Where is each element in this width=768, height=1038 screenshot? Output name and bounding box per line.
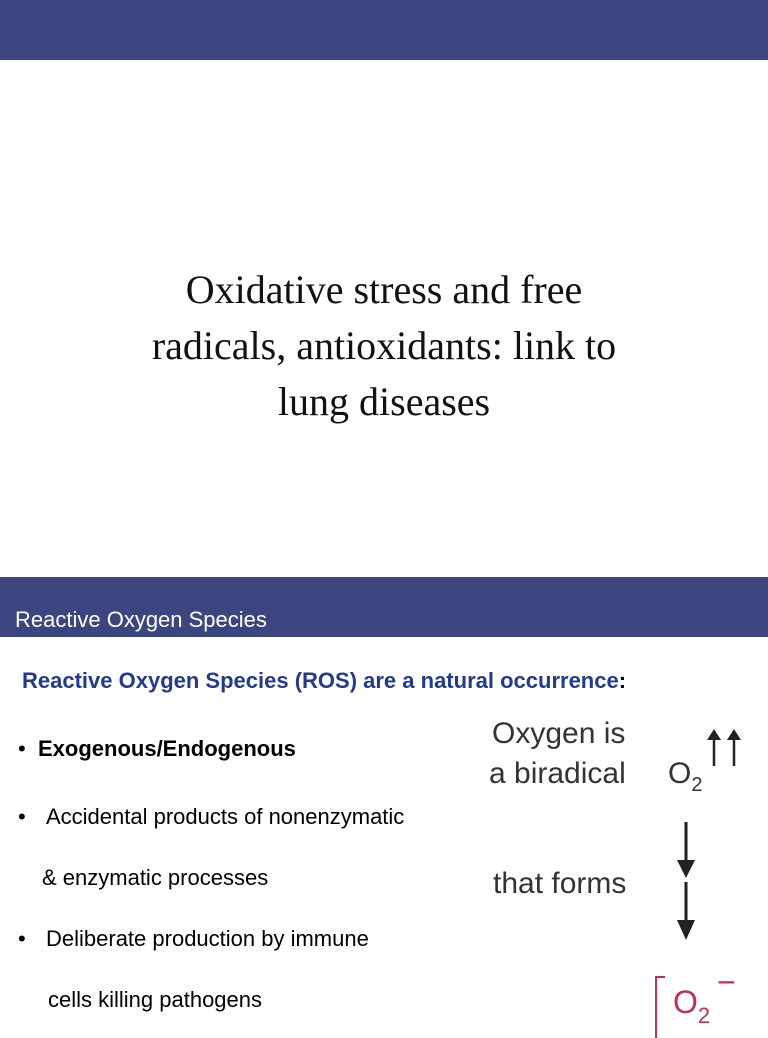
diagram-oxygen-is: Oxygen is [492,717,626,750]
superoxide-bracket [655,976,665,1038]
bullet-marker: • [18,926,26,951]
bullet-text: Exogenous/Endogenous [38,736,296,761]
title-line-3: lung diseases [277,379,491,424]
down-arrow-icon [674,820,698,880]
bullet-text: Accidental products of nonenzymatic [46,804,405,829]
title-line-1: Oxidative stress and free [185,267,583,312]
bullet-text: Deliberate production by immune [46,926,369,951]
superoxide-base: O [673,984,698,1020]
superoxide-charge: − [717,964,736,1000]
superoxide-subscript: 2 [697,1003,711,1028]
diagram-that-forms: that forms [493,867,627,900]
bullet-accidental [18,803,404,831]
bullet-text: & enzymatic processes [42,865,269,890]
diagram-a-biradical: a biradical [489,757,626,790]
slide2-header-title: Reactive Oxygen Species [15,607,267,632]
bullet-exogenous [18,735,296,763]
bullet-deliberate [18,925,369,953]
bullet-marker: • [18,736,26,761]
slide-title [84,262,684,430]
ros-heading-text: Reactive Oxygen Species (ROS) are a natural occurrence [22,668,619,693]
unpaired-electrons-arrows-icon [700,728,748,768]
bullet-continuation-enzymatic [42,864,268,892]
superoxide-formula [673,982,710,1036]
ros-heading [22,667,626,695]
title-line-2: radicals, antioxidants: link to [151,323,617,368]
o2-base: O [668,757,692,790]
ros-heading-colon: : [618,668,627,693]
bullet-marker: • [18,804,26,829]
bullet-text: cells killing pathogens [48,987,263,1012]
down-arrow-icon [674,880,698,942]
slide2-header-bar [0,577,768,637]
bullet-continuation-pathogens [48,986,262,1014]
o2-molecule [668,756,702,803]
o2-subscript: 2 [691,774,703,796]
slide1-header-bar [0,0,768,60]
